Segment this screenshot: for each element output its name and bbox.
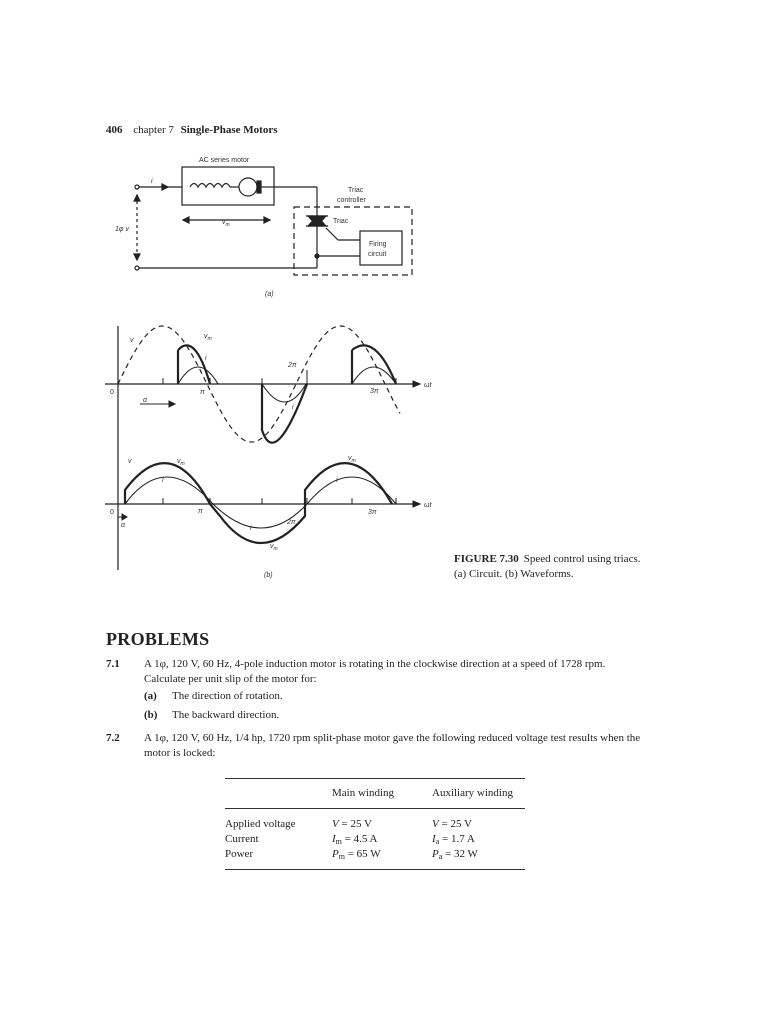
problem-1b-text: The backward direction. (172, 709, 280, 721)
waveform-sublabel: (b) (264, 572, 273, 579)
bottom-pi-label: π (198, 508, 203, 515)
top-zero-label: 0 (110, 389, 114, 396)
bottom-zero-label: 0 (110, 509, 114, 516)
motor-label: AC series motor (199, 157, 250, 164)
bottom-i-label-3: i (336, 477, 338, 484)
running-header (106, 124, 277, 136)
problem-text-1: A 1φ, 120 V, 60 Hz, 4-pole induction motor is rotating in the clockwise direction at a speed of 1728 rpm. Calculate per unit slip of the motor for: (144, 658, 606, 685)
motor-voltage-label: $v_m$ (222, 219, 230, 228)
bottom-vm-label-2: $v_m$ (348, 455, 356, 464)
bottom-i-label-2: i (250, 525, 252, 532)
circuit-diagram (0, 150, 768, 310)
problem-1a (144, 690, 283, 702)
firing-label-2: circuit (368, 251, 387, 258)
problem-1b-label: (b) (144, 709, 158, 721)
table-header-aux: Auxiliary winding (432, 787, 513, 799)
bottom-wt-label: ωt (424, 502, 432, 509)
bottom-vm-label-1: $v_m$ (177, 458, 185, 467)
table-header-blank (225, 787, 332, 802)
figure-label: FIGURE 7.30 (454, 553, 519, 565)
problem-number-2: 7.2 (106, 732, 120, 744)
current-label: i (151, 178, 153, 185)
chapter-label: chapter 7 (133, 124, 174, 136)
bottom-alpha-label: α (121, 522, 125, 529)
triac-label: Triac (333, 218, 349, 225)
table-row: Current $I_m = 4.5$ A $I_a = 1.7$ A (225, 833, 475, 846)
top-vm-label: $v_m$ (204, 333, 212, 342)
test-results-table (225, 778, 525, 870)
top-wt-label: ωt (424, 382, 432, 389)
bottom-v-label: v (128, 458, 132, 465)
table-row: Applied voltage V = 25 V V = 25 V (225, 818, 472, 830)
chapter-title: Single-Phase Motors (180, 124, 278, 136)
page-number: 406 (106, 124, 123, 136)
top-i-label-1: i (205, 355, 207, 362)
controller-label-1: Triac (348, 187, 364, 194)
controller-label-2: controller (337, 197, 366, 204)
top-2pi-label: 2π (288, 362, 297, 369)
top-3pi-label: 3π (370, 388, 379, 395)
source-label: 1φ v (115, 226, 129, 233)
bottom-vm-label-3: $v_m$ (270, 543, 278, 552)
problem-text-2: A 1φ, 120 V, 60 Hz, 1/4 hp, 1720 rpm split-phase motor gave the following reduced voltage test results when the motor is locked: (144, 732, 641, 759)
circuit-sublabel: (a) (265, 291, 274, 298)
firing-label-1: Firing (369, 241, 387, 248)
problems-heading: PROBLEMS (106, 629, 210, 649)
waveform-diagram (0, 320, 768, 585)
bottom-2pi-label: 2π (287, 519, 296, 526)
figure-caption-text: Speed control using triacs. (a) Circuit. (b) Waveforms. (454, 553, 641, 580)
top-i-label-2: i (292, 404, 294, 411)
bottom-i-label-1: i (162, 477, 164, 484)
problem-1b (144, 709, 279, 721)
top-pi-label: π (200, 389, 205, 396)
problem-1a-text: The direction of rotation. (172, 690, 283, 702)
figure-caption (454, 552, 654, 582)
table-header-main: Main winding (332, 787, 395, 799)
problem-1a-label: (a) (144, 690, 157, 702)
table-row: Power $P_m = 65$ W $P_a = 32$ W (225, 848, 478, 861)
bottom-3pi-label: 3π (368, 509, 377, 516)
top-v-label: v (130, 337, 134, 344)
top-alpha-label: α (143, 397, 147, 404)
problem-number-1: 7.1 (106, 658, 120, 670)
